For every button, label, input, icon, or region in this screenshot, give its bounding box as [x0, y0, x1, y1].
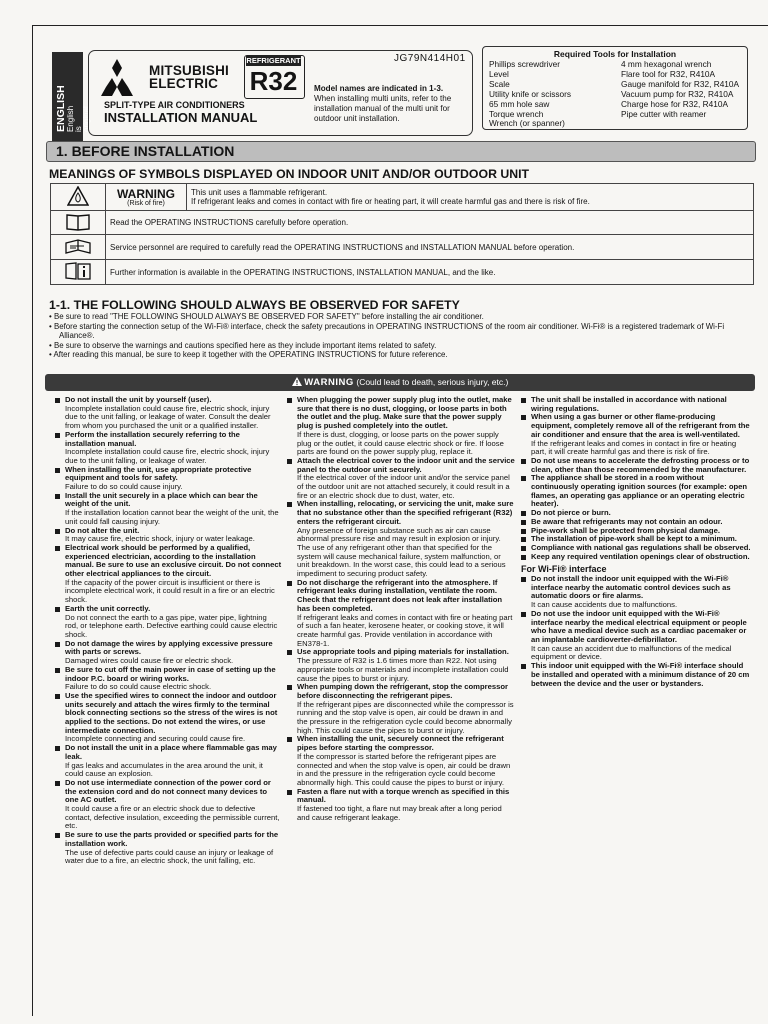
warning-item-heading: Do not discharge the refrigerant into the atmosphere. If refrigerant leaks during installation, ventilate the room. Check that the refrigerant does not leak after installation has been completed. — [297, 577, 503, 613]
language-label: ENGLISH — [55, 85, 67, 132]
warning-item-heading: Do not alter the unit. — [65, 525, 140, 535]
warning-item-heading: Do not pierce or burn. — [531, 508, 611, 518]
warning-item-heading: When installing, relocating, or servicing the unit, make sure that no substance other than the specified refrigerant (R32) enters the refrigerant circuit. — [297, 499, 514, 526]
bullet-square-icon — [521, 398, 526, 403]
warning-item — [287, 735, 515, 787]
warning-item-text: It can cause accidents due to malfunctions. — [531, 600, 678, 610]
warning-item-text: If refrigerant leaks and comes in contact with fire or heating part of such a fan heater, kerosene heater, or cooking stove, it will create harmful gas. Provide ventilation in accordance with EN378-1. — [297, 612, 513, 648]
warning-column-2 — [287, 396, 515, 822]
symbol-row-warning — [51, 184, 754, 211]
bullet-square-icon — [521, 520, 526, 525]
warning-item — [55, 544, 282, 605]
symbol-cell — [51, 184, 106, 211]
bullet-square-icon — [287, 502, 292, 507]
language-tab — [52, 52, 91, 148]
warning-item-heading: Electrical work should be performed by a qualified, experienced electrician, according to the installation manual. Be sure to use an exclusive circuit. Do not connect other electrical appliances to the circuit. — [65, 542, 282, 579]
warning-item-heading: Do not install the unit in a place where flammable gas may leak. — [65, 743, 277, 761]
tool-item: Scale — [489, 78, 510, 89]
warning-item — [521, 413, 751, 457]
refrigerant-label: REFRIGERANT — [246, 56, 301, 65]
tool-item: 65 mm hole saw — [489, 98, 550, 109]
warning-item — [287, 683, 515, 735]
flame-warning-icon — [67, 186, 89, 206]
bullet-square-icon — [521, 529, 526, 534]
bullet-square-icon — [521, 555, 526, 560]
tool-item: Level — [489, 68, 509, 79]
safety-heading: 1-1. THE FOLLOWING SHOULD ALWAYS BE OBSERVED FOR SAFETY — [49, 298, 460, 312]
tool-item: Pipe cutter with reamer — [621, 108, 707, 119]
warning-item — [55, 605, 282, 640]
warning-item — [521, 396, 751, 413]
bullet-square-icon — [521, 511, 526, 516]
warning-item-heading: Install the unit securely in a place which can bear the weight of the unit. — [65, 490, 258, 509]
tool-item: Flare tool for R32, R410A — [621, 68, 716, 79]
symbol-row-service — [51, 235, 754, 260]
warning-item-heading: Do not install the indoor unit equipped with the Wi-Fi® interface nearby the automatic control devices such as automatic doors or fire alarms. — [531, 574, 731, 601]
language-note: English is original. — [66, 103, 91, 132]
warning-item — [287, 396, 515, 457]
document-number: JG79N414H01 — [394, 53, 466, 64]
warning-description — [187, 184, 754, 211]
warning-item-heading: Earth the unit correctly. — [65, 603, 151, 613]
bullet-square-icon — [55, 494, 60, 499]
warning-item-heading: When pumping down the refrigerant, stop the compressor before disconnecting the refrigerant pipes. — [297, 682, 508, 700]
symbol-cell — [51, 260, 106, 285]
bullet-square-icon — [55, 694, 60, 699]
bullet-square-icon — [55, 546, 60, 551]
warning-column-3 — [521, 396, 751, 688]
bullet-square-icon — [287, 790, 292, 795]
warning-item-heading: When plugging the power supply plug into the outlet, make sure that there is no dust, clogging, or loose parts in both the outlet and the plug. Make sure that the power supply plug is pushed completely into the outlet. — [297, 395, 512, 431]
warning-title: WARNING — [117, 186, 175, 201]
warning-item-text: If the capacity of the power circuit is insufficient or there is incomplete electrical work, it could result in a fire or an electric shock. — [65, 577, 275, 605]
warning-item — [287, 648, 515, 683]
bullet-square-icon — [521, 664, 526, 669]
symbol-row-info — [51, 260, 754, 285]
warning-item-text: If the refrigerant leaks and comes in contact in fire or heating part, it will create harmful gas and there is risk of fire. — [531, 438, 737, 457]
model-note-text: When installing multi units, refer to the installation manual of the multi unit for outdoor unit installation. — [314, 94, 452, 123]
section-title: 1. BEFORE INSTALLATION — [56, 143, 235, 159]
warning-item-heading: When using a gas burner or other flame-producing equipment, completely remove all of the refrigerant from the air conditioner and ensure that the area is well-ventilated. — [531, 412, 750, 439]
bullet-square-icon — [521, 612, 526, 617]
warning-item-text: If the refrigerant pipes are disconnected while the compressor is running and the stop valve is open, air could be drawn in and the pressure in the refrigeration cycle could become abnormally high. This could cause the pipes to burst or injury. — [297, 699, 514, 735]
bullet-square-icon — [287, 581, 292, 586]
warning-item — [55, 527, 282, 544]
symbol-cell — [51, 235, 106, 260]
bullet-square-icon — [55, 468, 60, 473]
tool-item: Gauge manifold for R32, R410A — [621, 78, 740, 89]
warning-item — [55, 831, 282, 866]
warning-item-heading: This indoor unit equipped with the Wi-Fi® interface should be installed and operated with a minimum distance of 20 cm between the device and the user or bystanders. — [531, 661, 750, 688]
warning-item — [55, 692, 282, 744]
warning-line: This unit uses a flammable refrigerant. — [191, 188, 328, 197]
wifi-items — [521, 575, 751, 688]
warning-item — [521, 474, 751, 509]
warning-item — [287, 500, 515, 578]
warning-item-heading: Keep any required ventilation openings clear of obstruction. — [531, 551, 750, 561]
warning-item-text: It can cause an accident due to malfunctions of the medical equipment or device. — [531, 643, 732, 662]
required-tools-box — [482, 46, 748, 130]
symbol-description: Further information is available in the OPERATING INSTRUCTIONS, INSTALLATION MANUAL, and the like. — [106, 260, 754, 285]
bullet-square-icon — [287, 398, 292, 403]
warning-triangle-icon — [292, 377, 302, 386]
bullet-square-icon — [521, 537, 526, 542]
warning-item — [55, 779, 282, 831]
tools-right-column — [621, 60, 739, 119]
warning-section-label: WARNING — [304, 377, 354, 388]
warning-item — [55, 666, 282, 692]
bullet-square-icon — [287, 459, 292, 464]
list-item: • Before starting the connection setup of the Wi-Fi® interface, check the safety precautions in OPERATING INSTRUCTIONS of the room air conditioner. Wi-Fi® is a registered trademark of Wi-Fi Alliance®. — [49, 321, 725, 341]
symbol-cell — [51, 211, 106, 235]
warning-item-text: If gas leaks and accumulates in the area around the unit, it could cause an explosion. — [65, 760, 263, 779]
warning-item — [55, 492, 282, 527]
warning-item-text: Any presence of foreign substance such as air can cause abnormal pressure rise and may result in explosion or injury. The use of any refrigerant other than that specified for the system will cause mechanical failure, system malfunction, or unit breakdown. In the worst case, this could lead to a serious impediment to securing product safety. — [297, 525, 506, 579]
info-book-icon — [64, 261, 92, 281]
warning-item-text: If the compressor is started before the refrigerant pipes are connected and when the stop valve is open, air could be drawn in and the pressure in the refrigeration cycle could become abnormally high. This could cause the pipes to burst or injury. — [297, 751, 511, 787]
warning-item-heading: Pipe-work shall be protected from physical damage. — [531, 525, 720, 535]
warning-column-1 — [55, 396, 282, 866]
bullet-square-icon — [55, 433, 60, 438]
bullet-square-icon — [55, 668, 60, 673]
warning-item-text: The use of defective parts could cause an injury or leakage of water due to a fire, an electric shock, the unit falling, etc. — [65, 847, 274, 866]
warning-item-heading: Do not damage the wires by applying excessive pressure with parts or screws. — [65, 638, 273, 657]
warning-item-text: Do not connect the earth to a gas pipe, water pipe, lightning rod, or telephone earth. Defective earthing could cause electric shock. — [65, 612, 278, 639]
warning-section-subtitle: (Could lead to death, serious injury, etc.) — [356, 377, 509, 387]
warning-item — [55, 431, 282, 466]
warning-item-heading: Use the specified wires to connect the indoor and outdoor units securely and attach the wires firmly to the terminal block connecting sections so the stress of the wires is not applied to the sections. Do not extend the wires, or use intermediate connection. — [65, 690, 278, 735]
warning-item — [55, 640, 282, 666]
warning-item-heading: Attach the electrical cover to the indoor unit and the service panel to the outdoor unit securely. — [297, 455, 515, 474]
warning-item-heading: Use appropriate tools and piping materials for installation. — [297, 647, 509, 657]
brand-name: MITSUBISHI ELECTRIC — [149, 63, 230, 91]
bullet-square-icon — [521, 476, 526, 481]
symbol-description: Service personnel are required to carefully read the OPERATING INSTRUCTIONS and INSTALLATION MANUAL before operation. — [106, 235, 754, 260]
symbols-heading: MEANINGS OF SYMBOLS DISPLAYED ON INDOOR UNIT AND/OR OUTDOOR UNIT — [49, 167, 530, 181]
manual-title: INSTALLATION MANUAL — [104, 110, 258, 125]
bullet-square-icon — [55, 529, 60, 534]
warning-item-heading: Be aware that refrigerants may not contain an odour. — [531, 516, 723, 526]
list-item: • Be sure to observe the warnings and cautions specified here as they include important items related to safety. — [49, 340, 437, 350]
warning-item-heading: Do not install the unit by yourself (user). — [65, 395, 212, 404]
bullet-square-icon — [55, 642, 60, 647]
warning-item-text: If fastened too tight, a flare nut may break after a long period and cause refrigerant leakage. — [297, 804, 502, 822]
warning-item-heading: Be sure to use the parts provided or specified parts for the installation work. — [65, 830, 279, 848]
mitsubishi-logo-icon — [92, 58, 142, 98]
warning-item-heading: Do not use means to accelerate the defrosting process or to clean, other than those recommended by the manufacturer. — [531, 455, 750, 474]
list-item: • Be sure to read "THE FOLLOWING SHOULD ALWAYS BE OBSERVED FOR SAFETY" before installing the air conditioner. — [49, 312, 484, 321]
model-note — [314, 84, 474, 124]
warning-column-3-items — [521, 396, 751, 561]
warning-item-text: If the electrical cover of the indoor unit and/or the service panel of the outdoor unit are not attached securely, it could result in a fire or an electric shock due to dust, water, etc. — [297, 473, 510, 500]
warning-item-text: If there is dust, clogging, or loose parts on the power supply plug or the outlet, it could cause electric shock or fire. If loose parts are found on the power supply plug, replace it. — [297, 429, 504, 457]
tool-item: Vacuum pump for R32, R410A — [621, 88, 734, 99]
tool-item: Phillips screwdriver — [489, 59, 561, 69]
warning-item — [521, 457, 751, 474]
warning-item-text: Incomplete installation could cause fire, electric shock, injury due to the unit falling, or leakage of water. — [65, 447, 270, 465]
warning-item — [287, 579, 515, 649]
tool-item: Torque wrench — [489, 108, 544, 119]
warning-item-text: Failure to do so could cause electric shock. — [65, 682, 212, 692]
warning-item — [521, 553, 751, 562]
warning-item-text: Failure to do so could cause injury. — [65, 482, 183, 492]
warning-item — [287, 788, 515, 823]
tool-item: Wrench (or spanner) — [489, 118, 565, 129]
warning-item — [55, 396, 282, 431]
tool-item: Charge hose for R32, R410A — [621, 98, 729, 109]
warning-item — [55, 466, 282, 492]
warning-label-cell — [106, 184, 187, 211]
warning-item — [521, 662, 751, 688]
warning-item-heading: Compliance with national gas regulations shall be observed. — [531, 542, 751, 552]
warning-item-heading: Be sure to cut off the main power in case of setting up the indoor P.C. board or wiring works. — [65, 664, 276, 683]
bullet-square-icon — [287, 650, 292, 655]
open-book-icon — [65, 213, 91, 231]
warning-item-heading: The unit shall be installed in accordance with national wiring regulations. — [531, 395, 727, 413]
warning-item-text: Damaged wires could cause fire or electric shock. — [65, 656, 234, 666]
warning-subtitle: (Risk of fire) — [127, 199, 165, 207]
bullet-square-icon — [55, 398, 60, 403]
tools-left-column — [489, 60, 571, 129]
bullet-square-icon — [55, 746, 60, 751]
warning-section-title — [45, 375, 755, 390]
warning-line: If refrigerant leaks and comes in contact with fire or heating part, it will create harmful gas and there is risk of fire. — [191, 197, 590, 206]
list-item: • After reading this manual, be sure to keep it together with the OPERATING INSTRUCTIONS for future reference. — [49, 350, 448, 360]
bullet-square-icon — [521, 415, 526, 420]
symbol-row-read — [51, 211, 754, 235]
warning-item-text: Incomplete connecting and securing could cause fire. — [65, 734, 246, 744]
warning-item-text: Incomplete installation could cause fire, electric shock, injury due to the unit falling, or leakage of water. Consult the dealer from whom you purchased the unit or a qualified installer. — [65, 403, 271, 431]
warning-item-heading: Do not use intermediate connection of the power cord or the extension cord and do not connect many devices to one AC outlet. — [65, 777, 271, 805]
service-manual-icon — [64, 237, 92, 255]
refrigerant-name: R32 — [249, 66, 298, 96]
warning-item-heading: When installing the unit, securely connect the refrigerant pipes before starting the compressor. — [297, 734, 504, 753]
bullet-square-icon — [55, 781, 60, 786]
warning-item-heading: Fasten a flare nut with a torque wrench as specified in this manual. — [297, 786, 510, 805]
tool-item: Utility knife or scissors — [489, 88, 572, 99]
bullet-square-icon — [55, 607, 60, 612]
symbol-description: Read the OPERATING INSTRUCTIONS carefully before operation. — [106, 211, 754, 235]
bullet-square-icon — [521, 577, 526, 582]
warning-item — [521, 575, 751, 610]
wifi-heading: For Wi-Fi® interface — [521, 564, 607, 575]
warning-item — [287, 457, 515, 501]
warning-item-text: It may cause fire, electric shock, injury or water leakage. — [65, 534, 255, 544]
warning-item — [55, 744, 282, 779]
warning-item-heading: Do not use the indoor unit equipped with the Wi-Fi® interface nearby the medical electrical equipment or people who have a medical device such as a cardiac pacemaker or an implantable cardioverter-defibrillator. — [531, 608, 747, 644]
bullet-square-icon — [287, 685, 292, 690]
tool-item: 4 mm hexagonal wrench — [621, 59, 712, 69]
warning-item-heading: When installing the unit, use appropriate protective equipment and tools for safety. — [65, 464, 252, 483]
warning-item — [521, 610, 751, 662]
product-subtitle: SPLIT-TYPE AIR CONDITIONERS — [104, 100, 245, 110]
warning-item-heading: The appliance shall be stored in a room without continuously operating ignition sources (for example: open flames, an operating gas appliance or an operating electric heater). — [531, 473, 748, 509]
warning-item-text: The pressure of R32 is 1.6 times more than R22. Not using appropriate tools or materials and incomplete installation could cause the pipes to burst or injury. — [297, 656, 509, 683]
safety-bullets — [49, 312, 759, 360]
bullet-square-icon — [287, 737, 292, 742]
warning-item-heading: The installation of pipe-work shall be kept to a minimum. — [531, 534, 737, 544]
bullet-square-icon — [521, 459, 526, 464]
bullet-square-icon — [521, 546, 526, 551]
model-note-bold: Model names are indicated in 1-3. — [314, 84, 444, 93]
warning-item-text: If the installation location cannot bear the weight of the unit, the unit could fall causing injury. — [65, 508, 279, 526]
warning-item-text: It could cause a fire or an electric shock due to defective contact, defective insulation, exceeding the permissible current, etc. — [65, 804, 280, 831]
bullet-square-icon — [55, 833, 60, 838]
warning-item-heading: Perform the installation securely referring to the installation manual. — [65, 429, 240, 448]
symbols-table — [50, 183, 754, 285]
tools-title: Required Tools for Installation — [553, 49, 677, 59]
